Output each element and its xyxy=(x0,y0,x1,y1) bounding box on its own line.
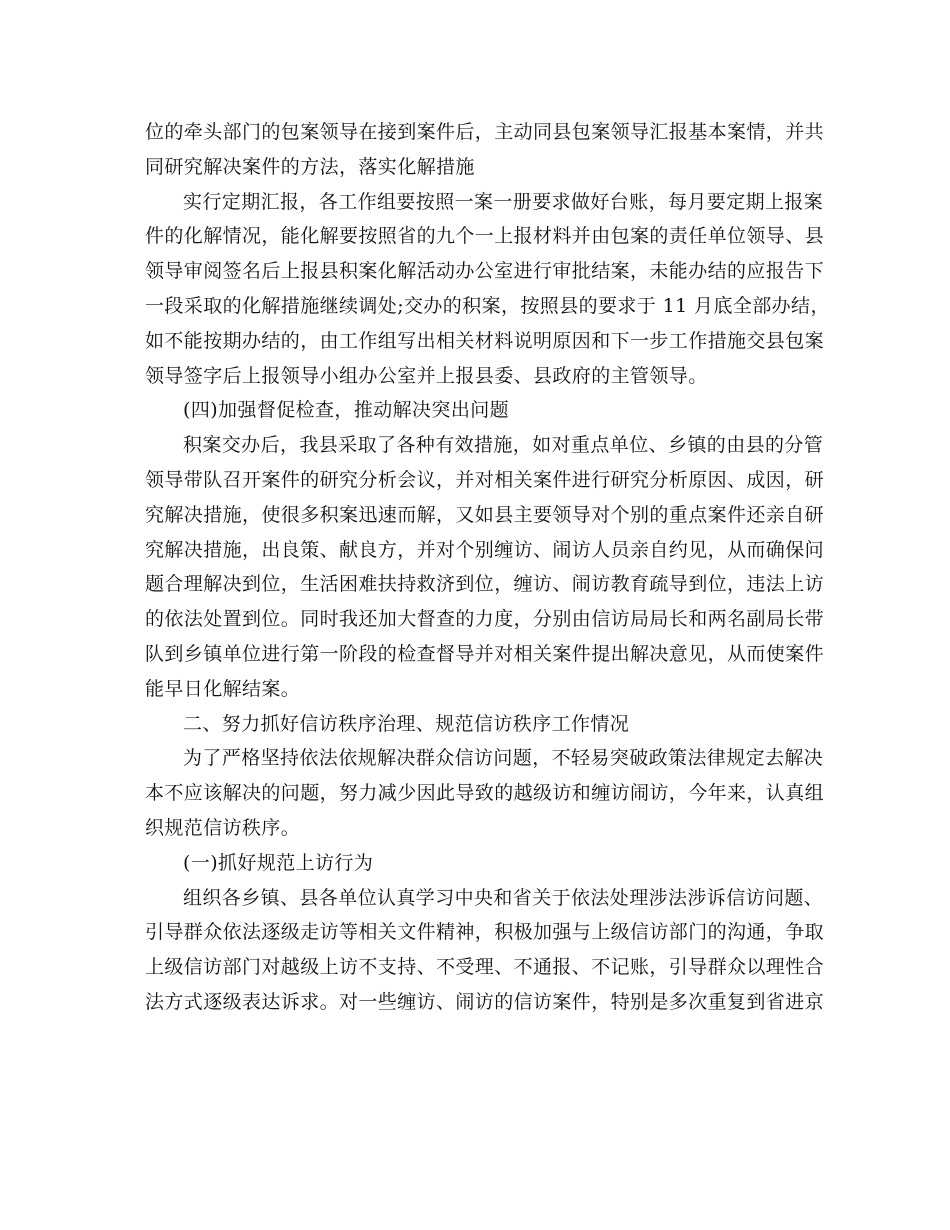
text-line: 题合理解决到位，生活困难扶持救济到位，缠访、闹访教育疏导到位，违法上访 xyxy=(145,573,825,596)
text-line: 如不能按期办结的，由工作组写出相关材料说明原因和下一步工作措施交县包案 xyxy=(145,329,825,352)
text-line: 领导签字后上报领导小组办公室并上报县委、县政府的主管领导。 xyxy=(145,364,708,387)
section-heading: (四)加强督促检查，推动解决突出问题 xyxy=(183,399,510,422)
text-line: 一段采取的化解措施继续调处;交办的积案，按照县的要求于 11 月底全部办结， xyxy=(145,294,830,317)
paragraph-start-line: 实行定期汇报，各工作组要按照一案一册要求做好台账，每月要定期上报案 xyxy=(183,190,824,213)
document-body xyxy=(145,115,830,1020)
text-line: 引导群众依法逐级走访等相关文件精神，积极加强与上级信访部门的沟通，争取 xyxy=(145,921,825,944)
section-heading: 二、努力抓好信访秩序治理、规范信访秩序工作情况 xyxy=(183,712,630,735)
text-line: 能早日化解结案。 xyxy=(145,677,301,700)
text-line: 队到乡镇单位进行第一阶段的检查督导并对相关案件提出解决意见，从而使案件 xyxy=(145,642,825,665)
paragraph-start-line: 为了严格坚持依法依规解决群众信访问题，不轻易突破政策法律规定去解决 xyxy=(183,747,824,770)
text-line: 究解决措施，出良策、献良方，并对个别缠访、闹访人员亲自约见，从而确保问 xyxy=(145,538,825,561)
text-line: 领导带队召开案件的研究分析会议，并对相关案件进行研究分析原因、成因，研 xyxy=(145,468,825,491)
paragraph-start-line: 积案交办后，我县采取了各种有效措施，如对重点单位、乡镇的由县的分管 xyxy=(183,434,824,457)
text-line: 究解决措施，使很多积案迅速而解，又如县主要领导对个别的重点案件还亲自研 xyxy=(145,503,825,526)
text-line: 的依法处置到位。同时我还加大督查的力度，分别由信访局局长和两名副局长带 xyxy=(145,608,825,631)
text-line: 上级信访部门对越级上访不支持、不受理、不通报、不记账，引导群众以理性合 xyxy=(145,956,825,979)
paragraph-start-line: 组织各乡镇、县各单位认真学习中央和省关于依法处理涉法涉诉信访问题、 xyxy=(183,886,824,909)
text-line: 织规范信访秩序。 xyxy=(145,816,301,839)
text-line: 法方式逐级表达诉求。对一些缠访、闹访的信访案件，特别是多次重复到省进京 xyxy=(145,990,825,1013)
text-line: 位的牵头部门的包案领导在接到案件后，主动同县包案领导汇报基本案情，并共 xyxy=(145,121,825,143)
text-line: 件的化解情况，能化解要按照省的九个一上报材料并由包案的责任单位领导、县 xyxy=(145,225,825,248)
text-line: 领导审阅签名后上报县积案化解活动办公室进行审批结案，未能办结的应报告下 xyxy=(145,260,825,283)
section-heading: (一)抓好规范上访行为 xyxy=(183,851,374,874)
text-line: 同研究解决案件的方法，落实化解措施 xyxy=(145,155,475,178)
text-line: 本不应该解决的问题，努力减少因此导致的越级访和缠访闹访，今年来，认真组 xyxy=(145,782,825,805)
